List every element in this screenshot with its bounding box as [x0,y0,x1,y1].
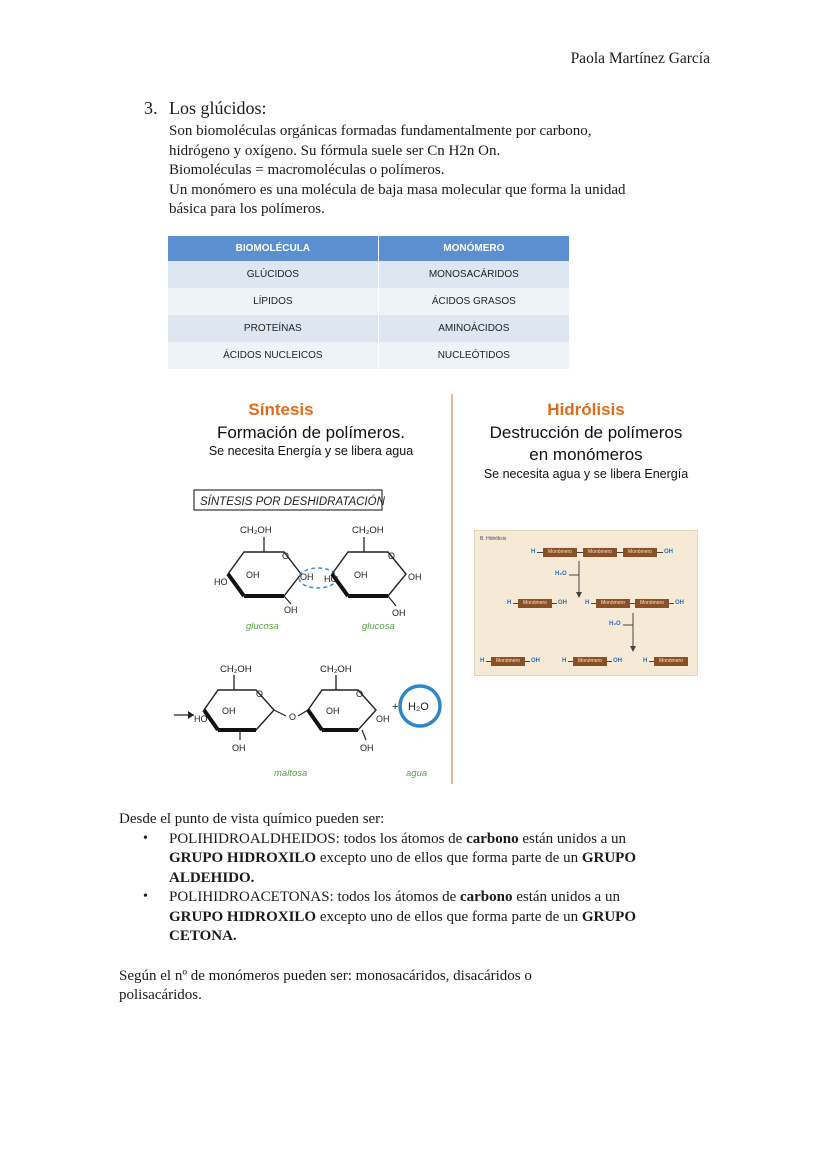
item-bold: GRUPO [581,908,637,925]
hydrolysis-title: Hidrólisis [547,400,625,419]
hydroxyl-label: OH [613,658,622,664]
oh-label: OH [232,743,246,753]
author-name: Paola Martínez García [570,50,710,67]
intro-line: básica para los polímeros. [169,201,325,217]
water-formula: H₂O [408,701,429,713]
maltose-label: maltosa [274,768,308,779]
oh-label: OH [326,706,340,716]
table-header: BIOMOLÉCULA [168,236,378,261]
classification-list [119,830,719,947]
oh-label: OH [246,570,260,580]
ch2oh-label: CH₂OH [320,664,352,675]
oh-label: OH [284,605,298,615]
hydrogen-label: H [507,600,512,606]
bullet-icon: • [143,889,148,904]
intro-line: hidrógeno y oxígeno. Su fórmula suele ser Cn H2n On. [169,142,501,159]
intro-line: Biomoléculas = macromoléculas o polímeros. [169,162,445,178]
hydroxyl-label: OH [675,600,684,606]
hydrogen-label: H [585,600,590,606]
polymer-row [507,599,697,608]
intro-line: Un monómero es una molécula de baja masa molecular que forma la unidad [169,181,626,198]
hydroxyl-label: OH [558,600,567,606]
monomer-block: Monómero [623,548,657,557]
table-cell: PROTEÍNAS [168,315,378,342]
monomer-block: Monómero [491,657,525,666]
plus-sign: + [392,701,399,713]
monomer-count-line: polisacáridos. [119,987,202,1003]
svg-text:O: O [256,689,264,699]
svg-text:O: O [388,551,396,561]
oh-label: OH [300,572,314,582]
glucose-molecule-2 [324,525,422,632]
oh-label: OH [222,706,236,716]
intro-line: Son biomoléculas orgánicas formadas fundamentalmente por carbono, [169,123,592,139]
table-row [168,315,570,342]
arrow-down-icon [623,613,643,653]
oh-label: OH [376,714,390,724]
ch2oh-label: CH₂OH [352,525,384,536]
table-cell: ÁCIDOS NUCLEICOS [168,342,378,369]
table-cell: ÁCIDOS GRASOS [378,288,569,315]
water-label: agua [406,768,428,779]
biomolecule-table [168,236,570,369]
hydrogen-label: H [480,658,485,664]
water-label: H₂O [609,621,621,627]
section-title: Los glúcidos: [169,98,267,118]
monomer-block: Monómero [596,599,630,608]
item-text: están unidos a un [518,830,627,847]
synthesis-subtitle: Formación de polímeros. [216,423,406,442]
table-cell: MONOSACÁRIDOS [378,261,569,288]
synthesis-title: Síntesis [248,400,314,419]
svg-text:O: O [356,689,364,699]
svg-text:O: O [289,712,297,722]
water-label: H₂O [555,571,567,577]
oh-label: OH [392,608,406,618]
ho-label: HO [324,574,338,584]
table-header: MONÓMERO [378,236,569,261]
table-row [168,342,570,369]
svg-text:O: O [282,551,290,561]
item-bold: CETONA. [169,928,237,944]
section-heading [144,98,267,119]
column-divider [451,394,453,784]
hydrolysis-subtitle-2: en monómeros [529,445,643,464]
table-cell: AMINOÁCIDOS [378,315,569,342]
item-bold: carbono [459,889,513,905]
list-item [119,830,719,889]
table-row [168,288,570,315]
section-intro [169,122,729,220]
table-cell: LÍPIDOS [168,288,378,315]
item-bold: GRUPO HIDROXILO [169,850,317,866]
table-cell: NUCLEÓTIDOS [378,342,569,369]
hydrolysis-panel [474,530,698,676]
monomer-block: Monómero [573,657,607,666]
synthesis-note: Se necesita Energía y se libera agua [208,444,414,458]
monomer-block: Monómero [518,599,552,608]
monomer-row [480,657,695,666]
section-number: 3. [144,98,158,118]
synthesis-caption: SÍNTESIS POR DESHIDRATACIÓN [200,496,385,508]
hydrogen-label: H [562,658,567,664]
polymer-row [531,548,681,557]
arrow-down-icon [567,561,587,599]
hydrogen-label: H [531,549,536,555]
oh-label: OH [354,570,368,580]
table-header-row [168,236,570,261]
item-text: excepto uno de ellos que forma parte de un [316,908,582,925]
item-text: excepto uno de ellos que forma parte de un [316,850,582,866]
monomer-block: Monómero [583,548,617,557]
glucose-label: glucosa [362,621,395,632]
hydrolysis-subtitle-1: Destrucción de polímeros [489,423,683,442]
item-bold: GRUPO HIDROXILO [169,908,317,925]
item-bold: ALDEHIDO. [169,869,255,886]
classification-intro: Desde el punto de vista químico pueden ser: [119,811,385,827]
bullet-icon: • [143,830,148,846]
panel-title: B. Hidrólisis [480,536,507,542]
item-bold: GRUPO [581,850,637,866]
monomer-block: Monómero [635,599,669,608]
table-row [168,261,570,288]
item-text: están unidos a un [512,889,620,905]
synthesis-hydrolysis-figure [166,392,706,788]
ho-label: HO [214,577,228,587]
ho-label: HO [194,714,208,724]
hydrogen-label: H [643,658,648,664]
hydroxyl-label: OH [664,549,673,555]
dehydration-synthesis-diagram [166,482,451,788]
monomer-block: Monómero [654,657,688,666]
item-text: POLIHIDROALDHEIDOS: todos los átomos de [169,830,467,847]
item-text: POLIHIDROACETONAS: todos los átomos de [169,889,460,905]
glucose-label: glucosa [246,621,279,632]
oh-label: OH [360,743,374,753]
item-bold: carbono [466,830,519,847]
monomer-block: Monómero [543,548,577,557]
ch2oh-label: CH₂OH [220,664,252,675]
list-item [119,888,719,947]
chemical-classification [119,810,719,1006]
oh-label: OH [408,572,422,582]
hydroxyl-label: OH [531,658,540,664]
table-cell: GLÚCIDOS [168,261,378,288]
ch2oh-label: CH₂OH [240,525,272,536]
maltose-molecule [174,664,390,779]
monomer-count-line: Según el nº de monómeros pueden ser: monosacáridos, disacáridos o [119,967,532,984]
hydrolysis-note: Se necesita agua y se libera Energía [483,467,689,481]
